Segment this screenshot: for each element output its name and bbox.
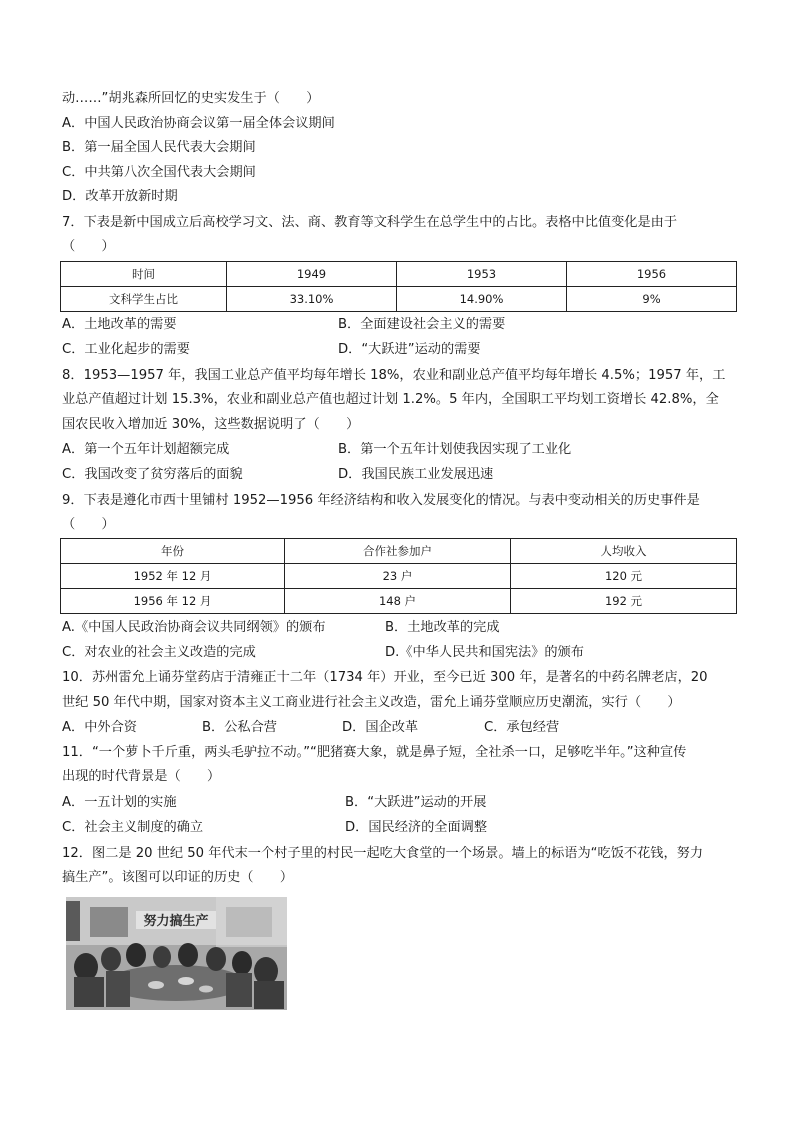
table-row: [61, 287, 737, 312]
table-cell: 年份: [61, 539, 285, 564]
table-cell: 合作社参加户: [285, 539, 511, 564]
table-cell: 120 元: [511, 564, 737, 589]
q8-option-a: A．第一个五年计划超额完成: [62, 442, 230, 457]
q8-option-d: D．我国民族工业发展迅速: [338, 467, 494, 482]
q8-stem-line1: 8．1953—1957 年，我国工业总产值平均每年增长 18%，农业和副业总产值平均每年增长 4.5%；1957 年，工: [62, 368, 726, 383]
table-cell: 1956 年 12 月: [61, 589, 285, 614]
q7-option-a: A．土地改革的需要: [62, 317, 177, 332]
q9-option-a: A.《中国人民政治协商会议共同纲领》的颁布: [62, 620, 326, 635]
q10-stem-line1: 10．苏州雷允上诵芬堂药店于清雍正十二年（1734 年）开业，至今已近 300 年，是著名的中药名牌老店，20: [62, 670, 708, 685]
canteen-photo-image: [66, 897, 287, 1010]
table-cell: 9%: [567, 287, 737, 312]
q7-option-b: B．全面建设社会主义的需要: [338, 317, 506, 332]
table-cell: 148 户: [285, 589, 511, 614]
q11-option-d: D．国民经济的全面调整: [345, 820, 488, 835]
q11-stem-line2: 出现的时代背景是（ ）: [62, 769, 221, 784]
table-row: [61, 539, 737, 564]
table-cell: 14.90%: [397, 287, 567, 312]
q10-option-c: C．承包经营: [484, 720, 560, 735]
table-cell: 1952 年 12 月: [61, 564, 285, 589]
canteen-photo: [66, 897, 287, 1010]
table-row: [61, 262, 737, 287]
table-cell: 1956: [567, 262, 737, 287]
q9-option-d: D.《中华人民共和国宪法》的颁布: [385, 645, 584, 660]
q12-stem-line2: 搞生产”。该图可以印证的历史（ ）: [62, 870, 294, 885]
q10-option-b: B．公私合营: [202, 720, 277, 735]
q6-option-c: C．中共第八次全国代表大会期间: [62, 165, 256, 180]
q11-stem-line1: 11．“一个萝卜千斤重，两头毛驴拉不动。”“肥猪赛大象，就是鼻子短，全社杀一口，足够吃半年。”这种宣传: [62, 745, 687, 760]
table-row: [61, 589, 737, 614]
table-cell: 人均收入: [511, 539, 737, 564]
q6-option-a: A．中国人民政治协商会议第一届全体会议期间: [62, 116, 335, 131]
q7-option-d: D．“大跃进”运动的需要: [338, 342, 481, 357]
q9-option-b: B．土地改革的完成: [385, 620, 500, 635]
q12-stem-line1: 12．图二是 20 世纪 50 年代末一个村子里的村民一起吃大食堂的一个场景。墙上的标语为“吃饭不花钱，努力: [62, 846, 703, 861]
q7-stem-line2: （ ）: [62, 239, 115, 254]
q11-option-b: B．“大跃进”运动的开展: [345, 795, 487, 810]
table-cell: 时间: [61, 262, 227, 287]
q8-option-b: B．第一个五年计划使我因实现了工业化: [338, 442, 572, 457]
q6-option-b: B．第一届全国人民代表大会期间: [62, 140, 256, 155]
q9-stem-line1: 9．下表是遵化市西十里铺村 1952—1956 年经济结构和收入发展变化的情况。与表中变动相关的历史事件是: [62, 493, 700, 508]
q10-stem-line2: 世纪 50 年代中期，国家对资本主义工商业进行社会主义改造，雷允上诵芬堂顺应历史潮流，实行（ ）: [62, 695, 681, 710]
table-cell: 1953: [397, 262, 567, 287]
q9-option-c: C．对农业的社会主义改造的完成: [62, 645, 256, 660]
table-row: [61, 564, 737, 589]
q11-option-a: A．一五计划的实施: [62, 795, 177, 810]
q9-table: [60, 538, 737, 614]
q7-option-c: C．工业化起步的需要: [62, 342, 190, 357]
table-cell: 1949: [227, 262, 397, 287]
q11-option-c: C．社会主义制度的确立: [62, 820, 204, 835]
photo-slogan: 努力搞生产: [143, 914, 209, 929]
q6-option-d: D．改革开放新时期: [62, 189, 178, 204]
table-cell: 文科学生占比: [61, 287, 227, 312]
q6-stem-tail: 动……”胡兆森所回忆的史实发生于（ ）: [62, 91, 320, 106]
q7-table: [60, 261, 737, 312]
q7-stem-line1: 7．下表是新中国成立后高校学习文、法、商、教育等文科学生在总学生中的占比。表格中比值变化是由于: [62, 215, 678, 230]
q10-option-a: A．中外合资: [62, 720, 137, 735]
q8-stem-line2: 业总产值超过计划 15.3%，农业和副业总产值也超过计划 1.2%。5 年内，全国职工平均划工资增长 42.8%，全: [62, 392, 719, 407]
q9-stem-line2: （ ）: [62, 517, 115, 532]
table-cell: 192 元: [511, 589, 737, 614]
table-cell: 23 户: [285, 564, 511, 589]
table-cell: 33.10%: [227, 287, 397, 312]
q10-option-d: D．国企改革: [342, 720, 419, 735]
q8-option-c: C．我国改变了贫穷落后的面貌: [62, 467, 243, 482]
q8-stem-line3: 国农民收入增加近 30%，这些数据说明了（ ）: [62, 417, 360, 432]
